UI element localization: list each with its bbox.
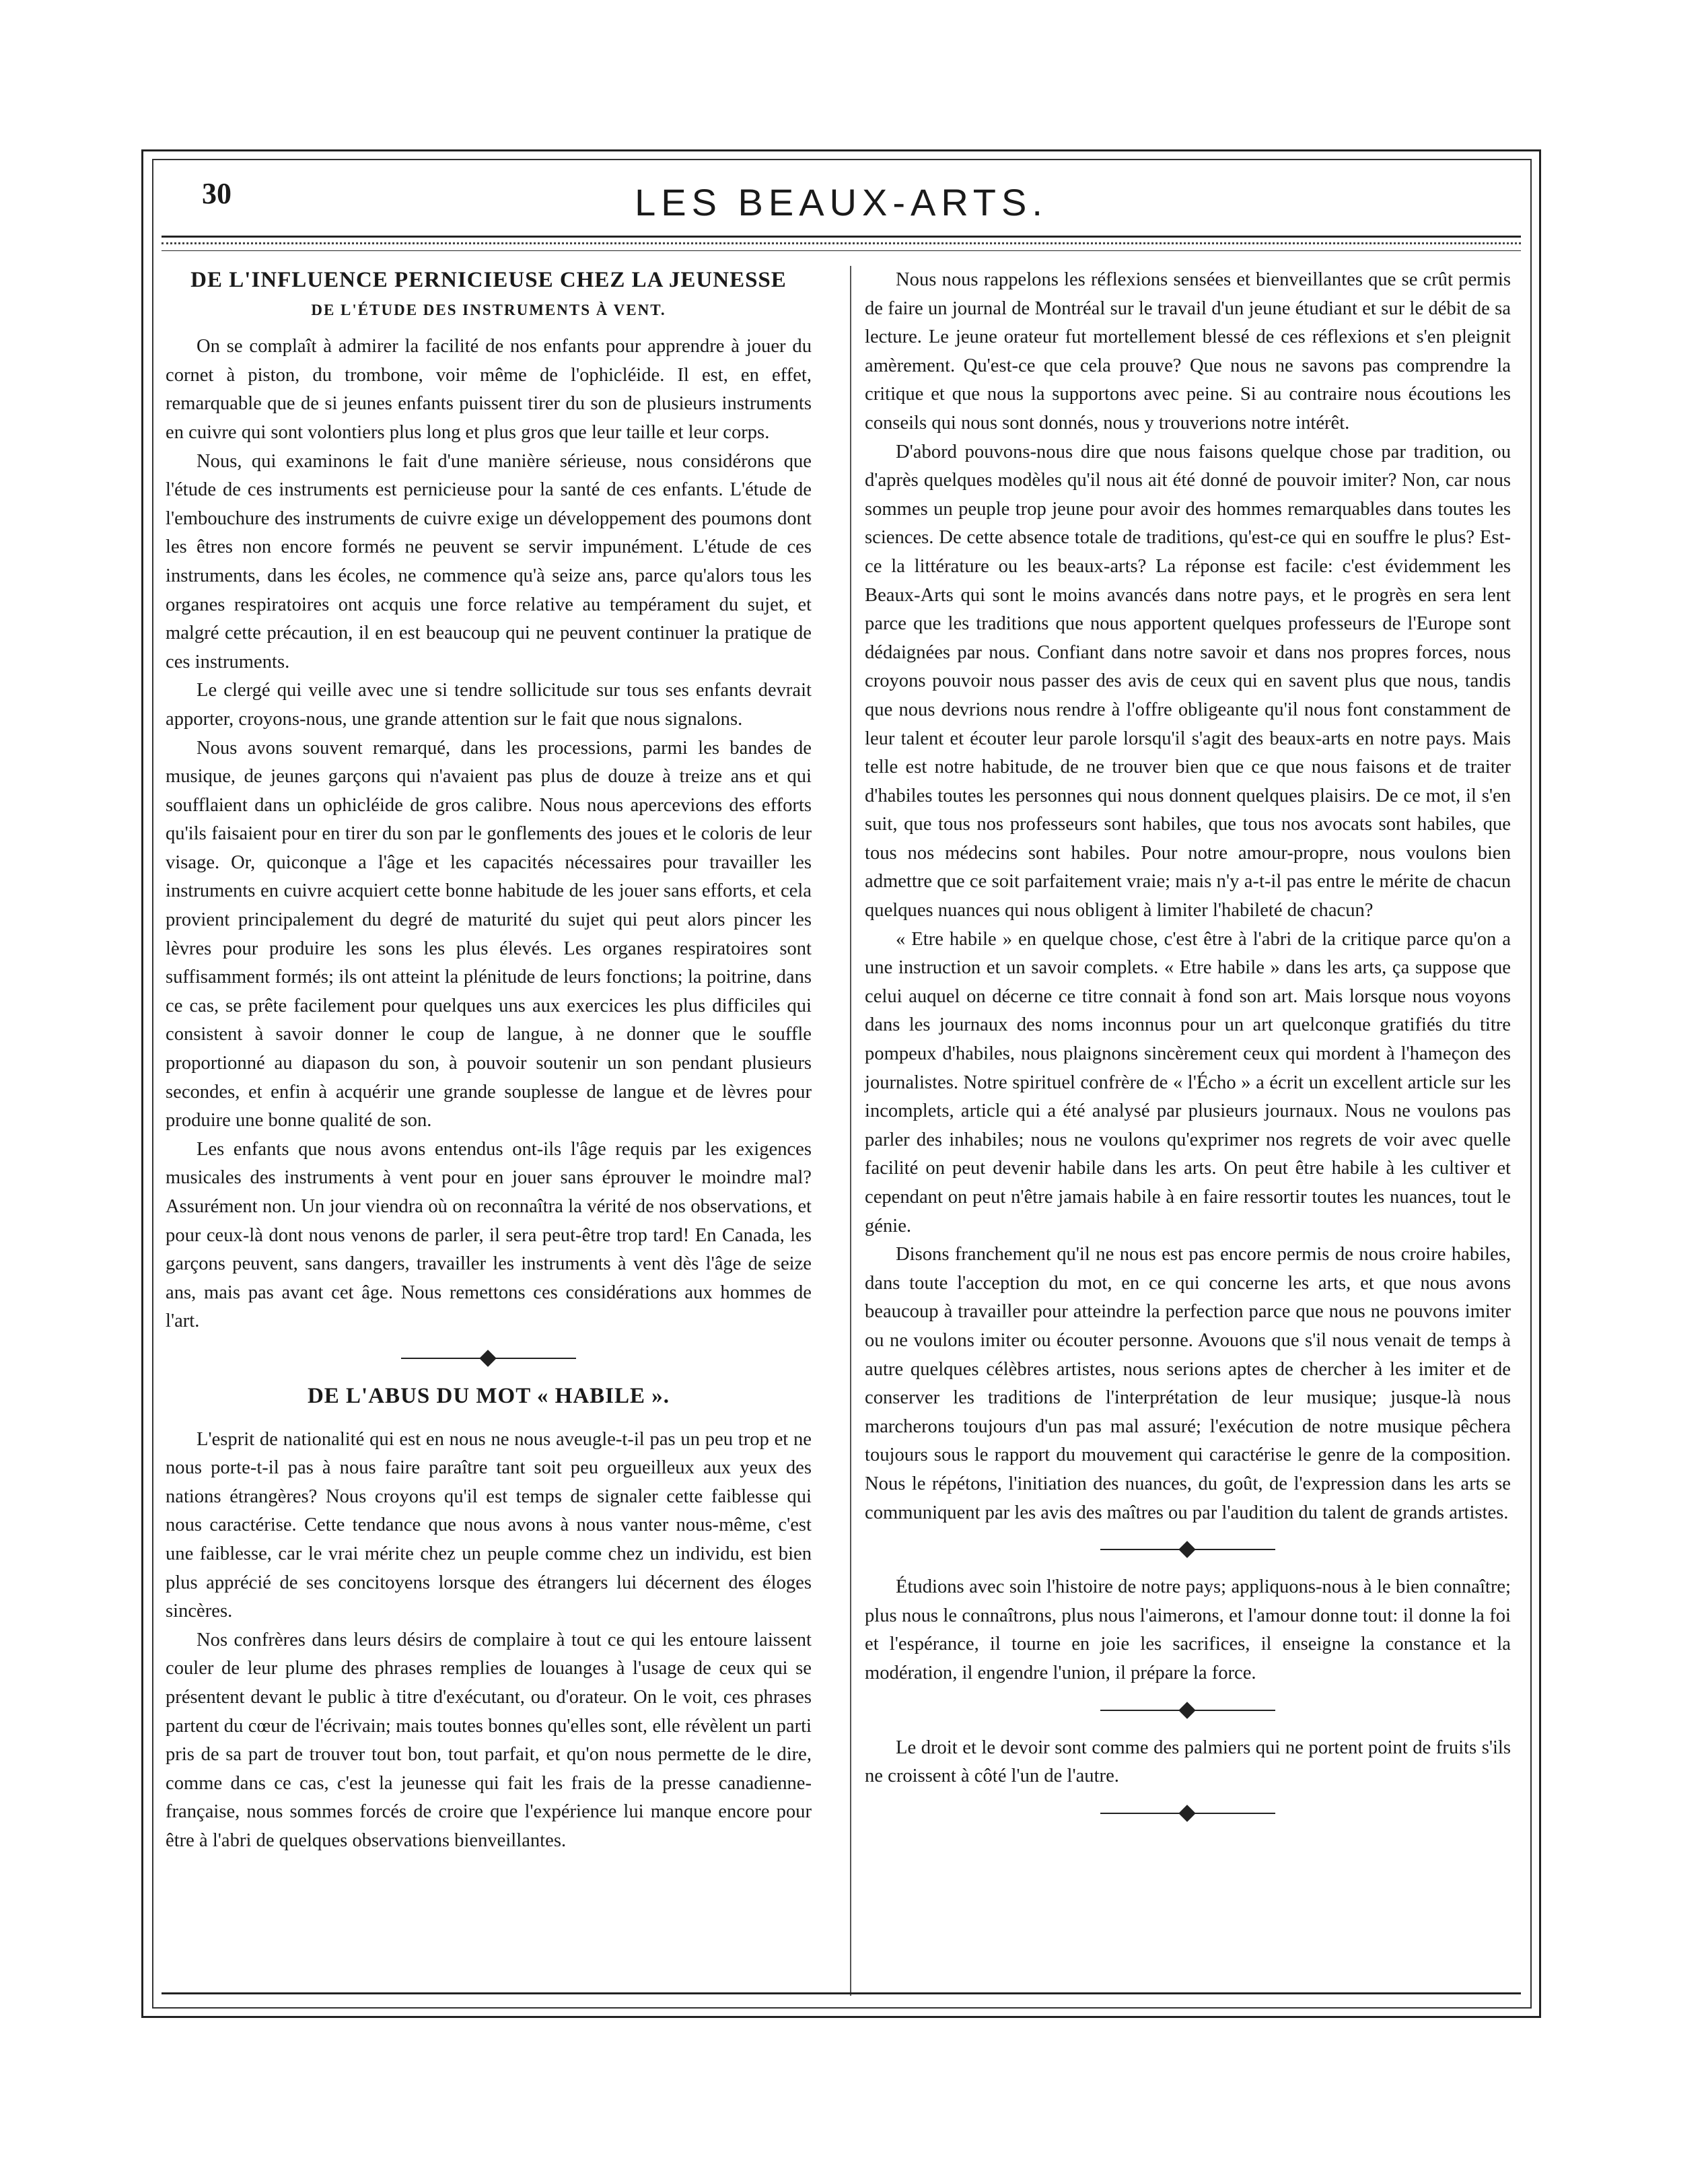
maxim-palmiers: Le droit et le devoir sont comme des palmiers qui ne portent point de fruits s'ils ne croissent à côté l'un de l'autre. bbox=[865, 1737, 1511, 1787]
paragraph: « Etre habile » en quelque chose, c'est être à l'abri de la critique parce qu'on a une instruction et un savoir complets. « Etre habile » dans les arts, ça suppose que celui auquel on décerne ce titre connait à fond son art. Mais lorsque nous voyons dans les journaux des noms inconnus pour un art quelconque gratifiés du titre pompeux d'habiles, nous plaignons sincèrement ceux qui mordent à l'hameçon des journalistes. Notre spirituel confrère de « l'Écho » a écrit un excellent article sur les incomplets, article qui a été analysé par plusieurs journaux. Nous ne voulons pas parler des inhabiles; nous ne voulons qu'exprimer nos regrets de voir avec quelle facilité on peut devenir habile dans les arts. On peut être habile à les cultiver et cependant on peut n'être jamais habile à en faire ressortir toutes les nuances, tout le génie. bbox=[865, 928, 1511, 1236]
masthead-title: LES BEAUX-ARTS. bbox=[635, 181, 1048, 223]
right-column bbox=[865, 266, 1511, 1837]
section-ornament bbox=[865, 1537, 1511, 1564]
paragraph: Nos confrères dans leurs désirs de complaire à tout ce qui les entoure laissent couler de leur plume des phrases remplies de louanges à l'usage de ceux qui se présentent devant le public à titre d'exécutant, ou d'orateur. On le voit, ces phrases partent du cœur de l'écrivain; mais toutes bonnes qu'elles sont, elle révèlent un parti pris de sa part de trouver tout bon, tout parfait, et qu'on nous permette de le dire, comme dans ce cas, c'est la jeunesse qui fait les frais de la presse canadienne-française, nous sommes forcés de croire que l'expérience lui manque encore pour être à l'abri de quelques observations bienveillantes. bbox=[166, 1629, 812, 1851]
section-ornament bbox=[166, 1346, 812, 1372]
article-title-habile: DE L'ABUS DU MOT « HABILE ». bbox=[307, 1383, 670, 1408]
column-divider bbox=[850, 266, 851, 1996]
article-subtitle-influence: DE L'ÉTUDE DES INSTRUMENTS À VENT. bbox=[311, 301, 666, 318]
paragraph: Les enfants que nous avons entendus ont-ils l'âge requis par les exigences musicales des instruments à vent pour en jouer sans éprouver le moindre mal? Assurément non. Un jour viendra où on reconnaîtra la vérité de nos observations, et pour ceux-là dont nous venons de parler, il sera peut-être trop tard! En Canada, les garçons peuvent, sans dangers, travailler les instruments à vent dès l'âge de seize ans, mais pas avant cet âge. Nous remettons ces considérations aux hommes de l'art. bbox=[166, 1138, 812, 1332]
section-ornament bbox=[865, 1801, 1511, 1827]
paragraph: On se complaît à admirer la facilité de nos enfants pour apprendre à jouer du cornet à piston, du trombone, voir même de l'ophicléide. Il est, en effet, remarquable que de si jeunes enfants puissent tirer du son de plusieurs instruments en cuivre qui sont volontiers plus long et plus gros que leur taille et leur corps. bbox=[166, 336, 812, 443]
page-header bbox=[162, 168, 1521, 236]
paragraph: Nous avons souvent remarqué, dans les processions, parmi les bandes de musique, de jeunes garçons qui n'avaient pas plus de douze à treize ans et qui soufflaient dans un ophicléide de gros calibre. Nous nous apercevions des efforts qu'ils faisaient pour en tirer du son par le gonflements des joues et le coloris de leur visage. Or, quiconque a l'âge et les capacités nécessaires pour travailler les instruments en cuivre acquiert cette bonne habitude de les jouer sans efforts, et cela provient principalement du degré de maturité du sujet qui peut alors pincer les lèvres pour produire les sons les plus élevés. Les organes respiratoires sont suffisamment formés; ils ont atteint la plénitude de leurs fonctions; la poitrine, dans ce cas, se prête facilement pour quelques uns aux exercices les plus difficiles qui consistent à savoir donner le coup de langue, à ne donner que le souffle proportionné au diapason du son, à pouvoir soutenir un son pendant plusieurs secondes, et enfin à acquérir une grande souplesse de langue et de lèvres pour produire une bonne qualité de son. bbox=[166, 737, 812, 1131]
page-number: 30 bbox=[202, 177, 232, 210]
paragraph: Disons franchement qu'il ne nous est pas encore permis de nous croire habiles, dans toute l'acception du mot, en ce qui concerne les arts, et que nous avons beaucoup à travailler pour atteindre la perfection parce que nous ne pouvons imiter ou ne voulons imiter ou écouter personne. Avouons que s'il nous venait de temps à autre quelques célèbres artistes, nous serions aptes de chercher à les imiter et de conserver les traditions de l'interprétation de leur musique; jusque-là nous marcherons toujours d'un pas mal assuré; l'exécution de notre musique pêchera toujours sous le rapport du mouvement qui caractérise le genre de la composition. Nous le répétons, l'initiation des nuances, du goût, de l'expression dans les arts se communiquent par les avis des maîtres ou par l'audition du talent de grands artistes. bbox=[865, 1244, 1511, 1523]
paragraph: Le clergé qui veille avec une si tendre sollicitude sur tous ses enfants devrait apporter, croyons-nous, une grande attention sur le fait que nous signalons. bbox=[166, 680, 812, 730]
maxim-history: Étudions avec soin l'histoire de notre pays; appliquons-nous à le bien connaître; plus nous le connaîtrons, plus nous l'aimerons, et l'amour donne tout: il donne la foi et l'espérance, il tourne en joie les sacrifices, il enseigne la constance et la modération, il engendre l'union, il prépare la force. bbox=[865, 1576, 1511, 1683]
left-column bbox=[166, 266, 812, 1855]
header-rule bbox=[162, 236, 1521, 238]
section-ornament bbox=[865, 1698, 1511, 1724]
header-rule-dotted bbox=[162, 242, 1521, 244]
header-rule-thin bbox=[162, 250, 1521, 251]
paragraph: Nous nous rappelons les réflexions sensées et bienveillantes que se crût permis de faire un journal de Montréal sur le travail d'un jeune étudiant et sur le débit de sa lecture. Le jeune orateur fut mortellement blessé de ces réflexions et s'en pleignit amèrement. Qu'est-ce que cela prouve? Que nous ne savons pas comprendre la critique et que nous la supportons avec peine. Si au contraire nous écoutions les conseils qui nous sont donnés, nous y trouverions notre intérêt. bbox=[865, 269, 1511, 433]
article-title-influence: DE L'INFLUENCE PERNICIEUSE CHEZ LA JEUNESSE bbox=[190, 268, 787, 292]
paragraph: L'esprit de nationalité qui est en nous ne nous aveugle-t-il pas un peu trop et ne nous porte-t-il pas à nous faire paraître tant soit peu orgueilleux aux yeux des nations étrangères? Nous croyons qu'il est temps de signaler cette faiblesse qui nous caractérise. Cette tendance que nous avons à nous vanter nous-même, c'est une faiblesse, car le vrai mérite chez un peuple comme chez un individu, est bien plus apprécié de ses concitoyens lorsque des étrangers lui décernent des éloges sincères. bbox=[166, 1428, 812, 1622]
paragraph: Nous, qui examinons le fait d'une manière sérieuse, nous considérons que l'étude de ces instruments est pernicieuse pour la santé de ces enfants. L'étude de l'embouchure des instruments de cuivre exige un développement des poumons dont les êtres non encore formés ne peuvent se servir impunément. L'étude de ces instruments, dans les écoles, ne commence qu'à seize ans, parce qu'alors tous les organes respiratoires ont acquis une force relative au tempérament du sujet, et malgré cette précaution, il en est beaucoup qui ne peuvent continuer la pratique de ces instruments. bbox=[166, 450, 812, 672]
paragraph: D'abord pouvons-nous dire que nous faisons quelque chose par tradition, ou d'après quelques modèles qu'il nous ait été donné de pouvoir imiter? Non, car nous sommes un peuple trop jeune pour avoir des hommes remarquables dans toutes les sciences. De cette absence totale de traditions, qu'est-ce qui en souffre le plus? Est-ce la littérature ou les beaux-arts? La réponse est facile: c'est évidemment les Beaux-Arts qui sont le moins avancés dans notre pays, et le progrès en sera lent parce que les traditions que nous apportent quelques professeurs de l'Europe sont dédaignées par nous. Confiant dans notre savoir et dans nos propres forces, nous croyons pouvoir nous passer des avis de ceux qui en savent plus que nous, tandis que nous devrions nous rendre à l'offre obligeante qu'il nous font constamment de leur talent et écouter leur parole lorsqu'il s'agit des beaux-arts en notre pays. Mais telle est notre habitude, de ne trouver bien que ce que nous faisons et de traiter d'habiles toutes les personnes qui nous donnent quelques plaisirs. De ce mot, il s'en suit, que tous nos professeurs sont habiles, que tous nos avocats sont habiles, que tous nos médecins sont habiles. Pour notre amour-propre, nous voulons bien admettre que ce soit parfaitement vraie; mais n'y a-t-il pas entre le mérite de chacun quelques nuances qui nous obligent à limiter l'habileté de chacun? bbox=[865, 441, 1511, 921]
footer-rule bbox=[162, 1992, 1521, 1994]
